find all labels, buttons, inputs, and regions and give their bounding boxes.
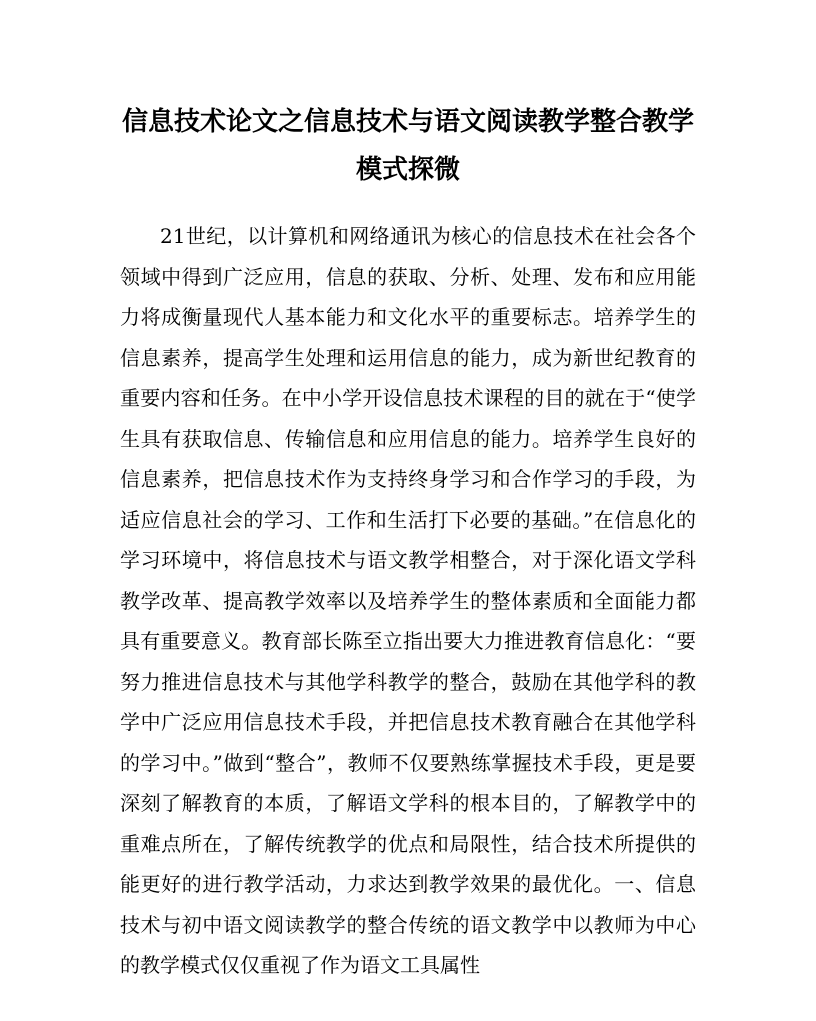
document-body-paragraph: 21世纪，以计算机和网络通讯为核心的信息技术在社会各个领域中得到广泛应用，信息的获取、分析、处理、发布和应用能力将成衡量现代人基本能力和文化水平的重要标志。培养学生的信息素养，提高学生处理和运用信息的能力，成为新世纪教育的重要内容和任务。在中小学开设信息技术课程的目的就在于“使学生具有获取信息、传输信息和应用信息的能力。培养学生良好的信息素养，把信息技术作为支持终身学习和合作学习的手段，为适应信息社会的学习、工作和生活打下必要的基础。”在信息化的学习环境中，将信息技术与语文教学相整合，对于深化语文学科教学改革、提高教学效率以及培养学生的整体素质和全面能力都具有重要意义。教育部长陈至立指出要大力推进教育信息化：“要努力推进信息技术与其他学科教学的整合，鼓励在其他学科的教学中广泛应用信息技术手段，并把信息技术教育融合在其他学科的学习中。”做到“整合”，教师不仅要熟练掌握技术手段，更是要深刻了解教育的本质，了解语文学科的根本目的，了解教学中的重难点所在，了解传统教学的优点和局限性，结合技术所提供的能更好的进行教学活动，力求达到教学效果的最优化。一、信息技术与初中语文阅读教学的整合传统的语文教学中以教师为中心的教学模式仅仅重视了作为语文工具属性 xyxy=(120,224,696,977)
document-title: 信息技术论文之信息技术与语文阅读教学整合教学模式探微 xyxy=(121,107,694,185)
